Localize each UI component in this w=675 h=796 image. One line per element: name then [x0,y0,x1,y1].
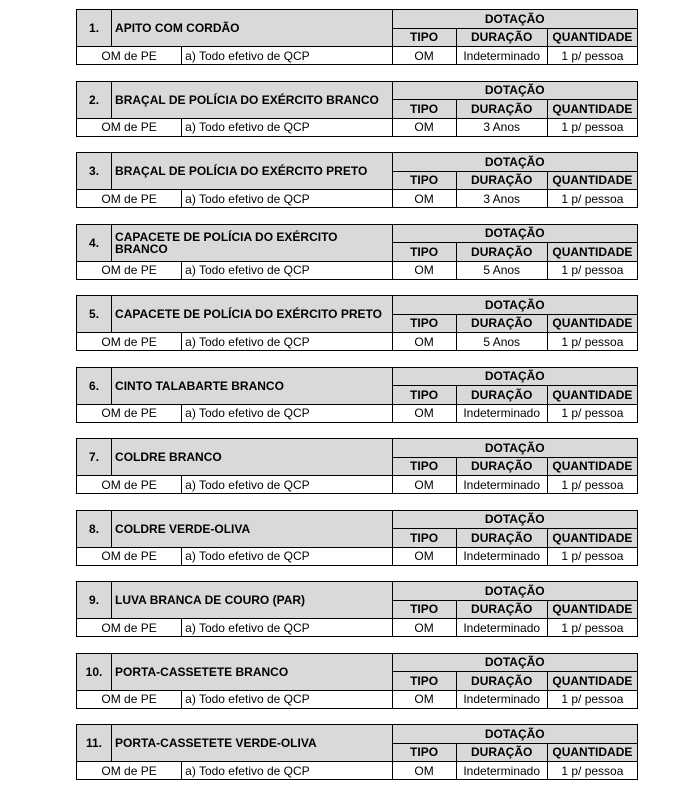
tipo-cell: OM [392,190,456,208]
item-name: APITO COM CORDÃO [112,10,392,47]
item-name: CAPACETE DE POLÍCIA DO EXÉRCITO BRANCO [112,224,392,261]
quantidade-header: QUANTIDADE [547,243,637,262]
tipo-cell: OM [392,404,456,422]
item-name: CAPACETE DE POLÍCIA DO EXÉRCITO PRETO [112,296,392,333]
item-name: PORTA-CASSETETE VERDE-OLIVA [112,725,392,762]
quantidade-cell: 1 p/ pessoa [547,476,637,494]
duracao-cell: Indeterminado [456,47,547,65]
quantidade-header: QUANTIDADE [547,171,637,190]
item-number: 5. [77,296,112,333]
quantidade-header: QUANTIDADE [547,672,637,691]
duracao-header: DURAÇÃO [456,672,547,691]
tipo-cell: OM [392,547,456,565]
dotacao-header: DOTAÇÃO [392,367,637,386]
duracao-cell: 3 Anos [456,118,547,136]
tipo-cell: OM [392,47,456,65]
unit-cell: OM de PE [77,47,182,65]
item-number: 4. [77,224,112,261]
tipo-header: TIPO [392,457,456,476]
equipment-table [76,581,638,637]
unit-cell: OM de PE [77,476,182,494]
equipment-table [76,224,638,280]
team-cell: a) Todo efetivo de QCP [182,47,392,65]
equipment-item [76,367,638,424]
dotacao-header: DOTAÇÃO [392,224,637,243]
unit-cell: OM de PE [77,762,182,780]
equipment-item [76,152,638,209]
dotacao-header: DOTAÇÃO [392,296,637,315]
item-name: LUVA BRANCA DE COURO (PAR) [112,582,392,619]
dotacao-header: DOTAÇÃO [392,153,637,172]
equipment-table [76,653,638,709]
team-cell: a) Todo efetivo de QCP [182,619,392,637]
duracao-header: DURAÇÃO [456,243,547,262]
quantidade-header: QUANTIDADE [547,457,637,476]
equipment-table [76,510,638,566]
item-name: BRAÇAL DE POLÍCIA DO EXÉRCITO PRETO [112,153,392,190]
tipo-cell: OM [392,476,456,494]
quantidade-cell: 1 p/ pessoa [547,547,637,565]
unit-cell: OM de PE [77,118,182,136]
tipo-header: TIPO [392,28,456,47]
equipment-item [76,510,638,567]
unit-cell: OM de PE [77,690,182,708]
equipment-item [76,724,638,781]
duracao-header: DURAÇÃO [456,457,547,476]
dotacao-header: DOTAÇÃO [392,582,637,601]
team-cell: a) Todo efetivo de QCP [182,690,392,708]
dotacao-header: DOTAÇÃO [392,510,637,529]
quantidade-header: QUANTIDADE [547,314,637,333]
tipo-cell: OM [392,690,456,708]
unit-cell: OM de PE [77,261,182,279]
equipment-table [76,367,638,423]
equipment-table [76,724,638,780]
dotacao-header: DOTAÇÃO [392,81,637,100]
item-number: 7. [77,439,112,476]
duracao-cell: 3 Anos [456,190,547,208]
unit-cell: OM de PE [77,619,182,637]
quantidade-cell: 1 p/ pessoa [547,190,637,208]
duracao-header: DURAÇÃO [456,171,547,190]
quantidade-cell: 1 p/ pessoa [547,619,637,637]
team-cell: a) Todo efetivo de QCP [182,762,392,780]
quantidade-header: QUANTIDADE [547,529,637,548]
item-name: COLDRE VERDE-OLIVA [112,510,392,547]
quantidade-header: QUANTIDADE [547,600,637,619]
item-number: 8. [77,510,112,547]
tipo-cell: OM [392,619,456,637]
duracao-cell: Indeterminado [456,619,547,637]
team-cell: a) Todo efetivo de QCP [182,190,392,208]
tipo-header: TIPO [392,529,456,548]
equipment-table [76,438,638,494]
item-number: 10. [77,653,112,690]
item-name: COLDRE BRANCO [112,439,392,476]
duracao-header: DURAÇÃO [456,529,547,548]
team-cell: a) Todo efetivo de QCP [182,118,392,136]
quantidade-header: QUANTIDADE [547,743,637,762]
tipo-header: TIPO [392,243,456,262]
team-cell: a) Todo efetivo de QCP [182,404,392,422]
item-number: 9. [77,582,112,619]
duracao-cell: Indeterminado [456,762,547,780]
unit-cell: OM de PE [77,190,182,208]
quantidade-cell: 1 p/ pessoa [547,690,637,708]
duracao-header: DURAÇÃO [456,743,547,762]
team-cell: a) Todo efetivo de QCP [182,333,392,351]
dotacao-header: DOTAÇÃO [392,653,637,672]
duracao-cell: Indeterminado [456,547,547,565]
item-number: 3. [77,153,112,190]
equipment-table [76,152,638,208]
unit-cell: OM de PE [77,547,182,565]
dotacao-header: DOTAÇÃO [392,10,637,29]
quantidade-cell: 1 p/ pessoa [547,118,637,136]
duracao-cell: 5 Anos [456,333,547,351]
item-name: CINTO TALABARTE BRANCO [112,367,392,404]
duracao-cell: Indeterminado [456,476,547,494]
equipment-table [76,9,638,65]
duracao-header: DURAÇÃO [456,600,547,619]
equipment-item [76,224,638,281]
team-cell: a) Todo efetivo de QCP [182,547,392,565]
quantidade-header: QUANTIDADE [547,28,637,47]
item-number: 11. [77,725,112,762]
item-name: BRAÇAL DE POLÍCIA DO EXÉRCITO BRANCO [112,81,392,118]
equipment-tables [76,9,638,781]
duracao-cell: Indeterminado [456,404,547,422]
tipo-header: TIPO [392,386,456,405]
item-number: 6. [77,367,112,404]
item-name: PORTA-CASSETETE BRANCO [112,653,392,690]
duracao-header: DURAÇÃO [456,28,547,47]
equipment-table [76,81,638,137]
duracao-header: DURAÇÃO [456,386,547,405]
tipo-header: TIPO [392,600,456,619]
equipment-item [76,9,638,66]
equipment-item [76,581,638,638]
tipo-cell: OM [392,261,456,279]
duracao-cell: Indeterminado [456,690,547,708]
tipo-header: TIPO [392,100,456,119]
quantidade-cell: 1 p/ pessoa [547,261,637,279]
team-cell: a) Todo efetivo de QCP [182,476,392,494]
duracao-header: DURAÇÃO [456,100,547,119]
dotacao-header: DOTAÇÃO [392,725,637,744]
quantidade-cell: 1 p/ pessoa [547,47,637,65]
quantidade-cell: 1 p/ pessoa [547,762,637,780]
tipo-header: TIPO [392,314,456,333]
unit-cell: OM de PE [77,333,182,351]
quantidade-cell: 1 p/ pessoa [547,333,637,351]
equipment-table [76,295,638,351]
tipo-header: TIPO [392,672,456,691]
team-cell: a) Todo efetivo de QCP [182,261,392,279]
duracao-cell: 5 Anos [456,261,547,279]
quantidade-cell: 1 p/ pessoa [547,404,637,422]
tipo-header: TIPO [392,171,456,190]
equipment-item [76,295,638,352]
quantidade-header: QUANTIDADE [547,386,637,405]
equipment-item [76,653,638,710]
equipment-item [76,81,638,138]
unit-cell: OM de PE [77,404,182,422]
tipo-header: TIPO [392,743,456,762]
duracao-header: DURAÇÃO [456,314,547,333]
tipo-cell: OM [392,333,456,351]
item-number: 2. [77,81,112,118]
equipment-list [76,9,638,796]
tipo-cell: OM [392,762,456,780]
item-number: 1. [77,10,112,47]
quantidade-header: QUANTIDADE [547,100,637,119]
dotacao-header: DOTAÇÃO [392,439,637,458]
tipo-cell: OM [392,118,456,136]
equipment-item [76,438,638,495]
